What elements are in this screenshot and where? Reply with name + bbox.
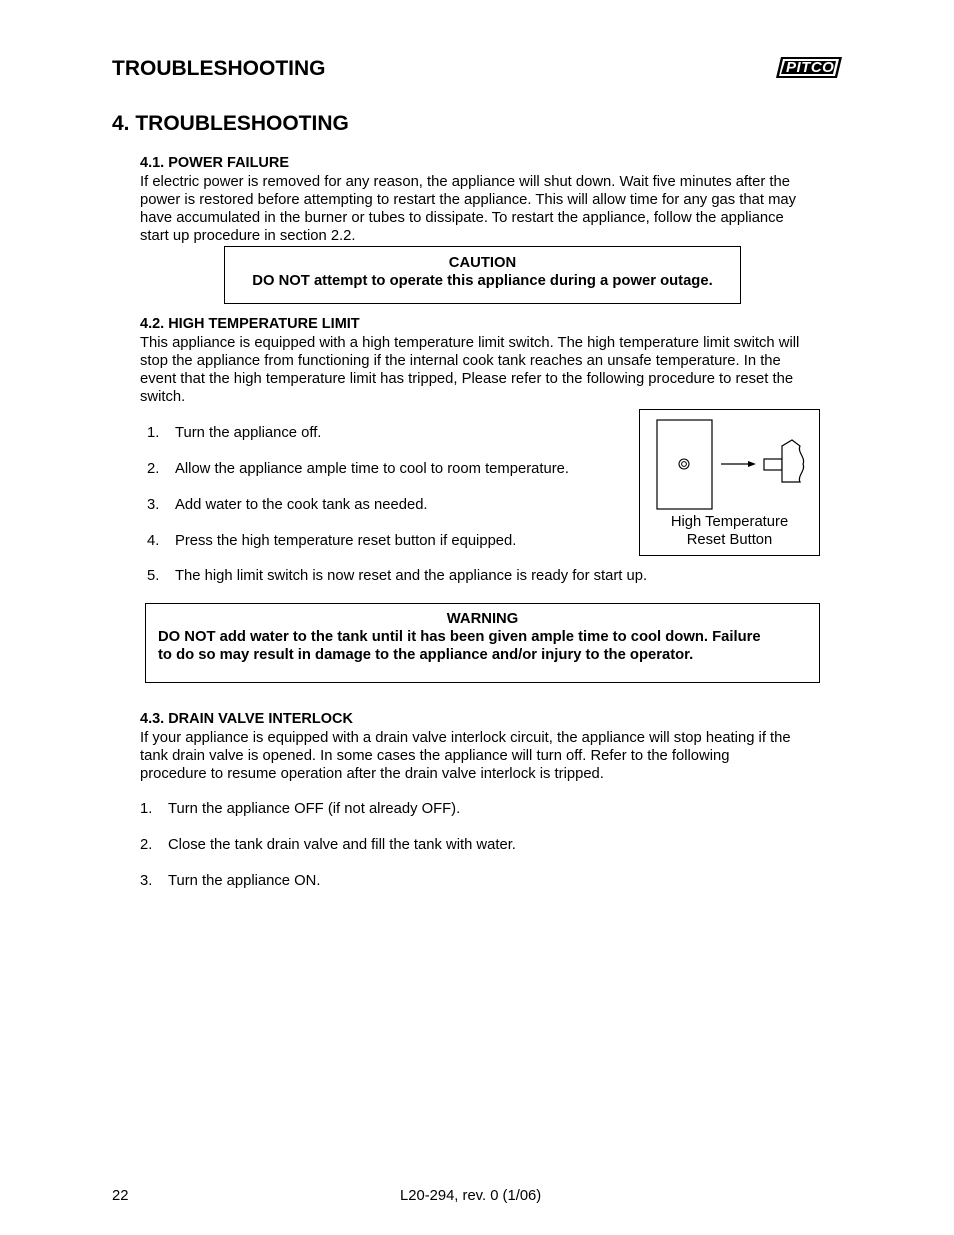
list-text: Turn the appliance OFF (if not already OFF). [168,801,461,817]
reset-button-figure [639,409,820,556]
list-number: 3. [147,497,160,513]
list-text: Turn the appliance ON. [168,873,321,889]
list-number: 2. [147,461,160,477]
list-item [147,496,627,514]
list-item [140,872,640,890]
paragraph-line: If your appliance is equipped with a drain valve interlock circuit, the appliance will stop heating if the [140,730,791,746]
high-temp-paragraph [140,334,845,406]
running-header-title: TROUBLESHOOTING [112,57,326,80]
warning-text-line: to do so may result in damage to the appliance and/or injury to the operator. [158,647,694,663]
list-number: 2. [140,837,153,853]
paragraph-line: event that the high temperature limit has tripped, Please refer to the following procedure to reset the [140,371,794,387]
paragraph-line: start up procedure in section 2.2. [140,228,356,244]
paragraph-line: This appliance is equipped with a high temperature limit switch. The high temperature limit switch will [140,335,800,351]
pitco-logo [775,56,843,79]
list-text: Allow the appliance ample time to cool to room temperature. [175,461,569,477]
list-text: The high limit switch is now reset and the appliance is ready for start up. [175,568,648,584]
warning-title: WARNING [446,611,519,627]
list-text: Press the high temperature reset button if equipped. [175,533,517,549]
paragraph-line: tank drain valve is opened. In some cases the appliance will turn off. Refer to the following [140,748,730,764]
list-text: Turn the appliance off. [175,425,322,441]
list-item [140,836,640,854]
reset-button-diagram-icon [640,410,819,514]
list-number: 1. [147,425,160,441]
power-failure-paragraph [140,173,845,245]
figure-caption [640,513,819,549]
list-number: 4. [147,533,160,549]
caution-text: DO NOT attempt to operate this appliance during a power outage. [252,273,713,289]
drain-valve-paragraph [140,729,845,783]
warning-text-line: DO NOT add water to the tank until it has been given ample time to cool down. Failure [158,629,761,645]
list-item [147,532,627,550]
caution-title: CAUTION [448,255,517,271]
drain-valve-heading: 4.3. DRAIN VALVE INTERLOCK [140,711,353,727]
section-title: 4. TROUBLESHOOTING [112,112,349,135]
list-number: 1. [140,801,153,817]
page-number: 22 [112,1188,129,1204]
document-id: L20-294, rev. 0 (1/06) [400,1188,542,1204]
caution-box [224,246,741,304]
figure-caption-line: Reset Button [686,532,773,548]
high-temp-heading: 4.2. HIGH TEMPERATURE LIMIT [140,316,360,332]
power-failure-heading: 4.1. POWER FAILURE [140,155,290,171]
list-number: 5. [147,568,160,584]
figure-caption-line: High Temperature [670,514,789,530]
list-text: Close the tank drain valve and fill the tank with water. [168,837,516,853]
paragraph-line: switch. [140,389,186,405]
paragraph-line: If electric power is removed for any reason, the appliance will shut down. Wait five minutes after the [140,174,790,190]
list-number: 3. [140,873,153,889]
paragraph-line: stop the appliance from functioning if the internal cook tank reaches an unsafe temperature. In the [140,353,781,369]
paragraph-line: have accumulated in the burner or tubes to dissipate. To restart the appliance, follow the appliance [140,210,784,226]
list-item [147,424,627,442]
paragraph-line: procedure to resume operation after the drain valve interlock is tripped. [140,766,604,782]
paragraph-line: power is restored before attempting to restart the appliance. This will allow time for any gas that may [140,192,797,208]
list-item [140,800,640,818]
list-text: Add water to the cook tank as needed. [175,497,428,513]
list-item [147,567,747,585]
logo-text: PITCO [786,59,835,76]
warning-box [145,603,820,683]
list-item [147,460,627,478]
